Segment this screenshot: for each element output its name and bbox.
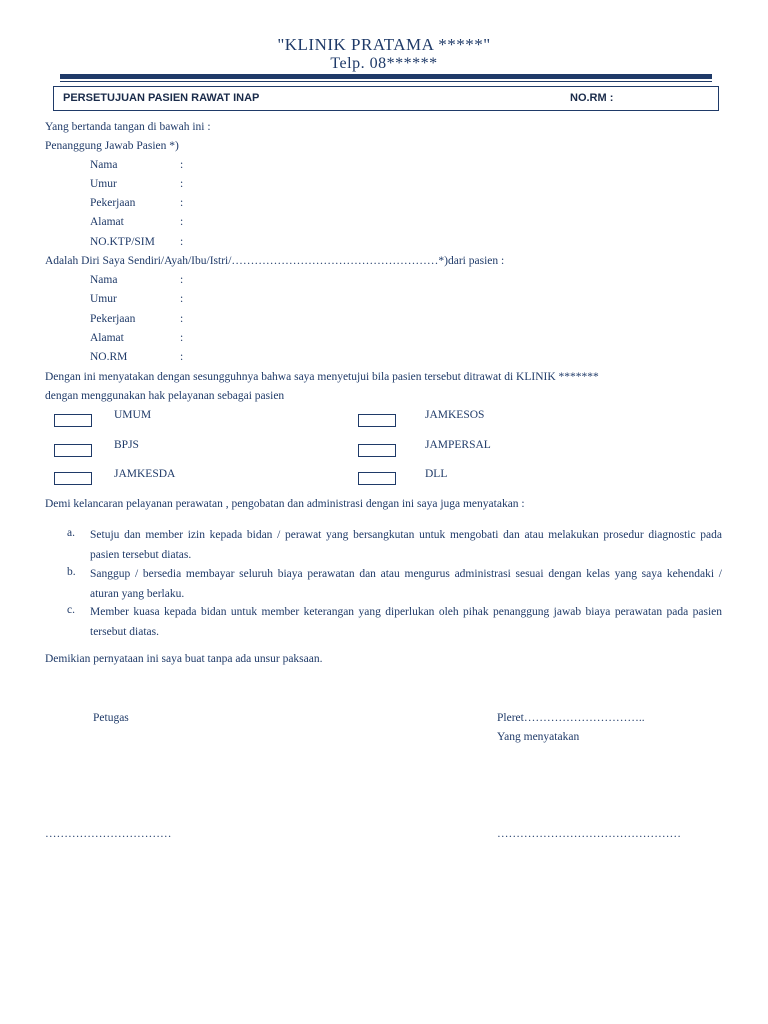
header-rule-thin — [60, 81, 712, 82]
checkbox-dll[interactable] — [358, 472, 396, 485]
clinic-name: "KLINIK PRATAMA *****" — [277, 35, 491, 54]
guardian-job-label: Pekerjaan — [90, 197, 136, 209]
checkbox-jamkesda[interactable] — [54, 472, 92, 485]
option-jamkesda-label: JAMKESDA — [114, 468, 176, 480]
field-colon: : — [180, 159, 184, 171]
declaration-item-b: Sanggup / bersedia membayar seluruh biaya perawatan dan atau mengurus administrasi sesuai dengan kelas yang saya kehendaki / aturan yang berlaku. — [90, 568, 722, 600]
guardian-age-label: Umur — [90, 178, 117, 190]
patient-job-label: Pekerjaan — [90, 313, 136, 325]
patient-rm-label: NO.RM — [90, 351, 128, 363]
statement-line-1: Dengan ini menyatakan dengan sesungguhnya bahwa saya menyetujui bila pasien tersebut ditrawat di KLINIK ******* — [45, 371, 599, 383]
item-marker: c. — [67, 604, 75, 616]
header-rule-thick — [60, 74, 712, 79]
place-date-line: Pleret………………………….. — [497, 712, 645, 724]
option-jamkesos-label: JAMKESOS — [425, 409, 485, 421]
field-colon: : — [180, 236, 184, 248]
declaration-item-c: Member kuasa kepada bidan untuk member keterangan yang diperlukan oleh pihak penanggung jawab biaya perawatan pada pasien tersebut diatas. — [90, 606, 722, 638]
checkbox-bpjs[interactable] — [54, 444, 92, 457]
rm-number-label: NO.RM : — [570, 92, 614, 104]
item-marker: b. — [67, 566, 76, 578]
declaration-intro: Demi kelancaran pelayanan perawatan , pengobatan dan administrasi dengan ini saya juga menyatakan : — [45, 498, 525, 510]
guardian-address-label: Alamat — [90, 216, 124, 228]
checkbox-jamkesos[interactable] — [358, 414, 396, 427]
field-colon: : — [180, 293, 184, 305]
option-dll-label: DLL — [425, 468, 448, 480]
form-title-box — [53, 86, 719, 111]
intro-text: Yang bertanda tangan di bawah ini : — [45, 121, 211, 133]
clinic-phone: Telp. 08****** — [330, 55, 438, 72]
guardian-id-label: NO.KTP/SIM — [90, 236, 155, 248]
checkbox-umum[interactable] — [54, 414, 92, 427]
field-colon: : — [180, 313, 184, 325]
field-colon: : — [180, 332, 184, 344]
form-title: PERSETUJUAN PASIEN RAWAT INAP — [63, 92, 260, 104]
officer-signature-line: …………………………… — [45, 828, 172, 840]
field-colon: : — [180, 197, 184, 209]
patient-address-label: Alamat — [90, 332, 124, 344]
field-colon: : — [180, 178, 184, 190]
declaration-item-a: Setuju dan member izin kepada bidan / perawat yang bersangkutan untuk mengobati dan atau melakukan prosedur diagnostic pada pasien tersebut diatas. — [90, 529, 722, 561]
statement-line-2: dengan menggunakan hak pelayanan sebagai pasien — [45, 390, 285, 402]
field-colon: : — [180, 274, 184, 286]
declarant-signature-line: ………………………………………… — [497, 828, 681, 840]
officer-label: Petugas — [93, 712, 129, 724]
option-umum-label: UMUM — [114, 409, 152, 421]
relation-line: Adalah Diri Saya Sendiri/Ayah/Ibu/Istri/………………………………………………*)dari pasien : — [45, 255, 505, 267]
checkbox-jampersal[interactable] — [358, 444, 396, 457]
declarant-label: Yang menyatakan — [497, 731, 580, 743]
closing-text: Demikian pernyataan ini saya buat tanpa ada unsur paksaan. — [45, 653, 323, 665]
patient-name-label: Nama — [90, 274, 118, 286]
guardian-heading: Penanggung Jawab Pasien *) — [45, 140, 179, 152]
option-bpjs-label: BPJS — [114, 439, 139, 451]
field-colon: : — [180, 216, 184, 228]
item-marker: a. — [67, 527, 75, 539]
patient-age-label: Umur — [90, 293, 117, 305]
guardian-name-label: Nama — [90, 159, 118, 171]
option-jampersal-label: JAMPERSAL — [425, 439, 491, 451]
field-colon: : — [180, 351, 184, 363]
